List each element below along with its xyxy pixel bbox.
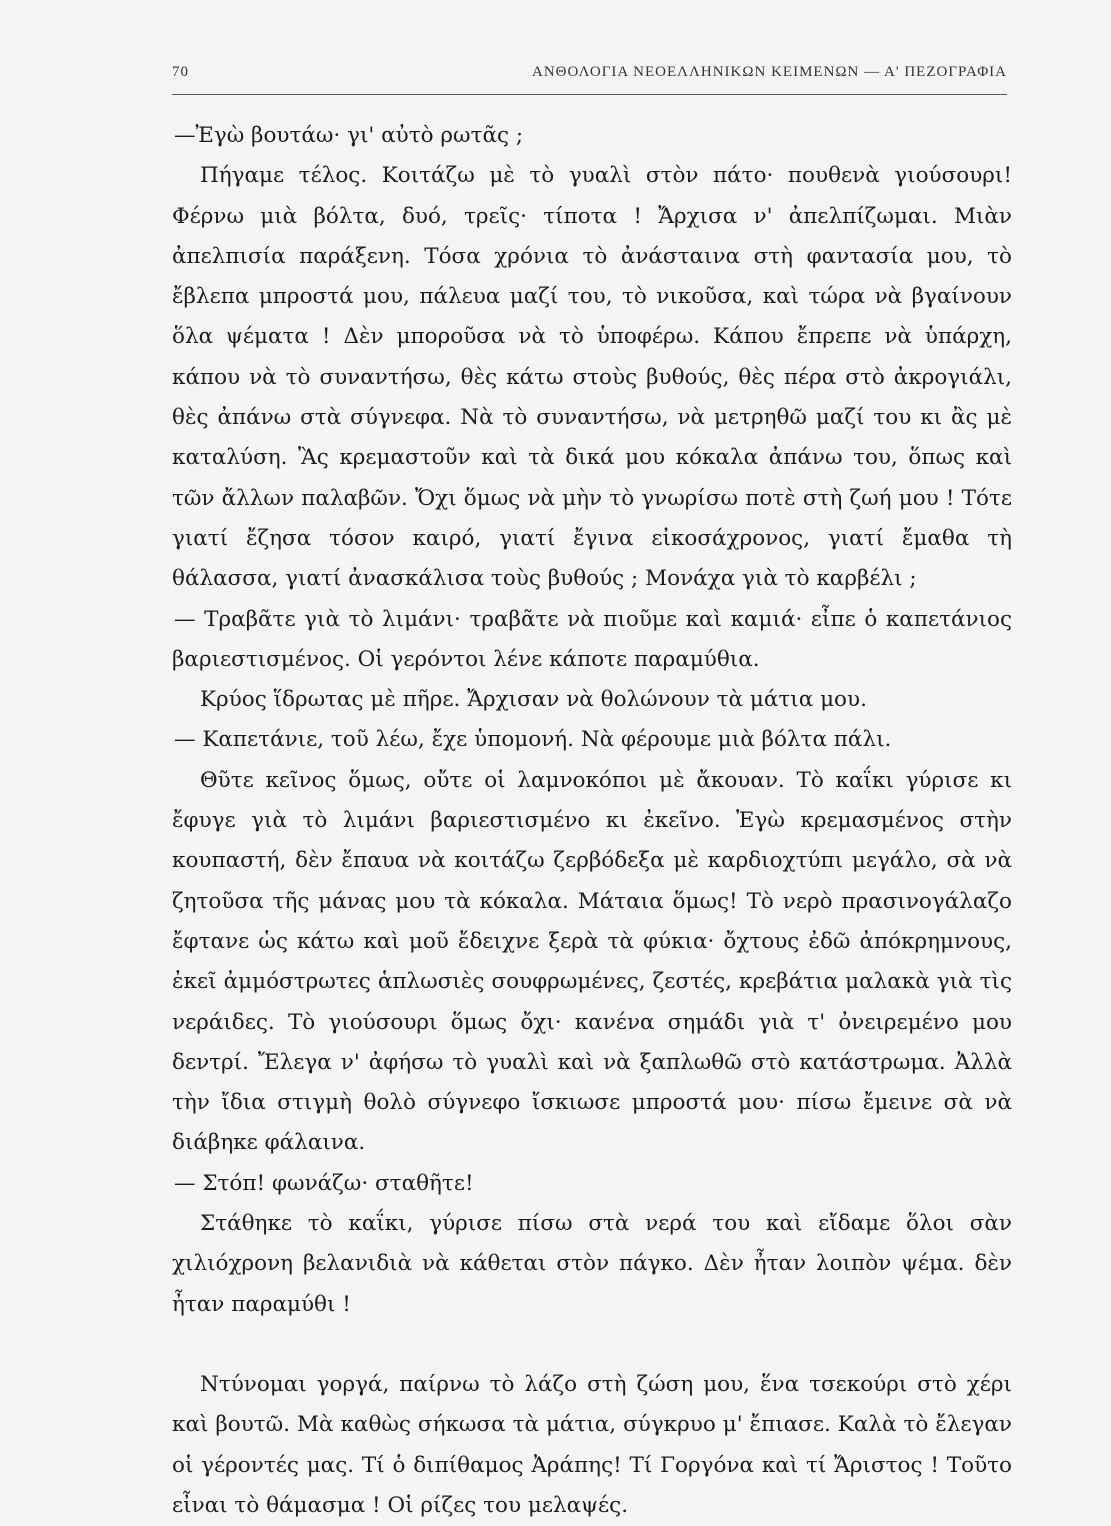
paragraph: Θῦτε κεῖνος ὅμως, οὔτε οἱ λαμνοκόποι μὲ ἄκουαν. Τὸ καΐκι γύρισε κι ἔφυγε γιὰ τὸ λιμάνι βαριεστισμένο κι ἐκεῖνο. Ἐγὼ κρεμασμένος στὴν κουπαστή, δὲν ἔπαυα νὰ κοιτάζω ζερβόδεξα μὲ καρδιοχτύπι μεγάλο, σὰ νὰ ζητοῦσα τῆς μάνας μου τὰ κόκαλα. Μάταια ὅμως! Τὸ νερὸ πρασινογάλαζο ἔφτανε ὡς κάτω καὶ μοῦ ἔδειχνε ξερὰ τὰ φύκια· ὄχτους ἐδῶ ἀπόκρημνους, ἐκεῖ ἀμμόστρωτες ἁπλωσιὲς σουφρωμένες, ζεστές, κρεβάτια μαλακὰ γιὰ τὶς νεράιδες. Τὸ γιούσουρι ὅμως ὄχι· κανένα σημάδι γιὰ τ' ὀνειρεμένο μου δεντρί. Ἔλεγα ν' ἀφήσω τὸ γυαλὶ καὶ νὰ ξαπλωθῶ στὸ κατάστρωμα. Ἀλλὰ τὴν ἴδια στιγμὴ θολὸ σύγνεφο ἴσκιωσε μπροστά μου· πίσω ἔμεινε σὰ νὰ διάβηκε φάλαινα. (172, 767, 1012, 1156)
paragraph: Κρύος ἵδρωτας μὲ πῆρε. Ἄρχισαν νὰ θολώνουν τὰ μάτια μου. (200, 687, 867, 713)
body-text (172, 116, 1012, 1526)
header-rule (172, 94, 1007, 95)
paragraph: Πήγαμε τέλος. Κοιτάζω μὲ τὸ γυαλὶ στὸν πάτο· πουθενὰ γιούσουρι! Φέρνω μιὰ βόλτα, δυό, τρεῖς· τίποτα ! Ἄρχισα ν' ἀπελπίζωμαι. Μιὰν ἀπελπισία παράξενη. Τόσα χρόνια τὸ ἀνάσταινα στὴ φαντασία μου, τὸ ἔβλεπα μπροστά μου, πάλευα μαζί του, τὸ νικοῦσα, καὶ τώρα νὰ βγαίνουν ὅλα ψέματα ! Δὲν μποροῦσα νὰ τὸ ὑποφέρω. Κάπου ἔπρεπε νὰ ὑπάρχη, κάπου νὰ τὸ συναντήσω, θὲς κάτω στοὺς βυθούς, θὲς πέρα στὸ ἀκρογιάλι, θὲς ἀπάνω στὰ σύγνεφα. Νὰ τὸ συναντήσω, νὰ μετρηθῶ μαζί του κι ἂς μὲ καταλύση. Ἂς κρεμαστοῦν καὶ τὰ δικά μου κόκαλα ἀπάνω του, ὅπως καὶ τῶν ἄλλων παλαβῶν. Ὄχι ὅμως νὰ μὴν τὸ γνωρίσω ποτὲ στὴ ζωή μου ! Τότε γιατί ἔζησα τόσον καιρό, γιατί ἔγινα εἰκοσάχρονος, γιατί ἔμαθα τὴ θάλασσα, γιατί ἀνασκάλισα τοὺς βυθούς ; Μονάχα γιὰ τὸ καρβέλι ; (172, 163, 1012, 592)
paragraph: Στάθηκε τὸ καΐκι, γύρισε πίσω στὰ νερά του καὶ εἴδαμε ὅλοι σὰν χιλιόχρονη βελανιδιὰ νὰ κάθεται στὸν πάγκο. Δὲν ἦταν λοιπὸν ψέμα. δὲν ἦταν παραμύθι ! (172, 1211, 1012, 1317)
running-title: ΑΝΘΟΛΟΓΙΑ ΝΕΟΕΛΛΗΝΙΚΩΝ ΚΕΙΜΕΝΩΝ — Α' ΠΕΖΟΓΡΑΦΙΑ (531, 64, 1007, 80)
paragraph: —Ἐγὼ βουτάω· γι' αὐτὸ ρωτᾶς ; (174, 123, 524, 148)
paragraph: — Καπετάνιε, τοῦ λέω, ἔχε ὑπομονή. Νὰ φέρουμε μιὰ βόλτα πάλι. (174, 727, 892, 753)
paragraph: — Στόπ! φωνάζω· σταθῆτε! (174, 1170, 474, 1196)
section-gap (172, 1325, 1012, 1365)
paragraph: Ντύνομαι γοργά, παίρνω τὸ λάζο στὴ ζώση μου, ἕνα τσεκούρι στὸ χέρι καὶ βουτῶ. Μὰ καθὼς σήκωσα τὰ μάτια, σύγκρυο μ' ἔπιασε. Καλὰ τὸ ἔλεγαν οἱ γέροντές μας. Τί ὁ διπίθαμος Ἀράπης! Τί Γοργόνα καὶ τί Ἄριστος ! Τοῦτο εἶναι τὸ θάμασμα ! Οἱ ρίζες του μελαψές. (172, 1371, 1012, 1518)
page-number: 70 (172, 64, 189, 80)
paragraph: — Τραβᾶτε γιὰ τὸ λιμάνι· τραβᾶτε νὰ πιοῦμε καὶ καμιά· εἶπε ὁ καπετάνιος βαριεστισμένος. Οἱ γερόντοι λένε κάποτε παραμύθια. (172, 606, 1012, 672)
running-head (172, 64, 1007, 86)
